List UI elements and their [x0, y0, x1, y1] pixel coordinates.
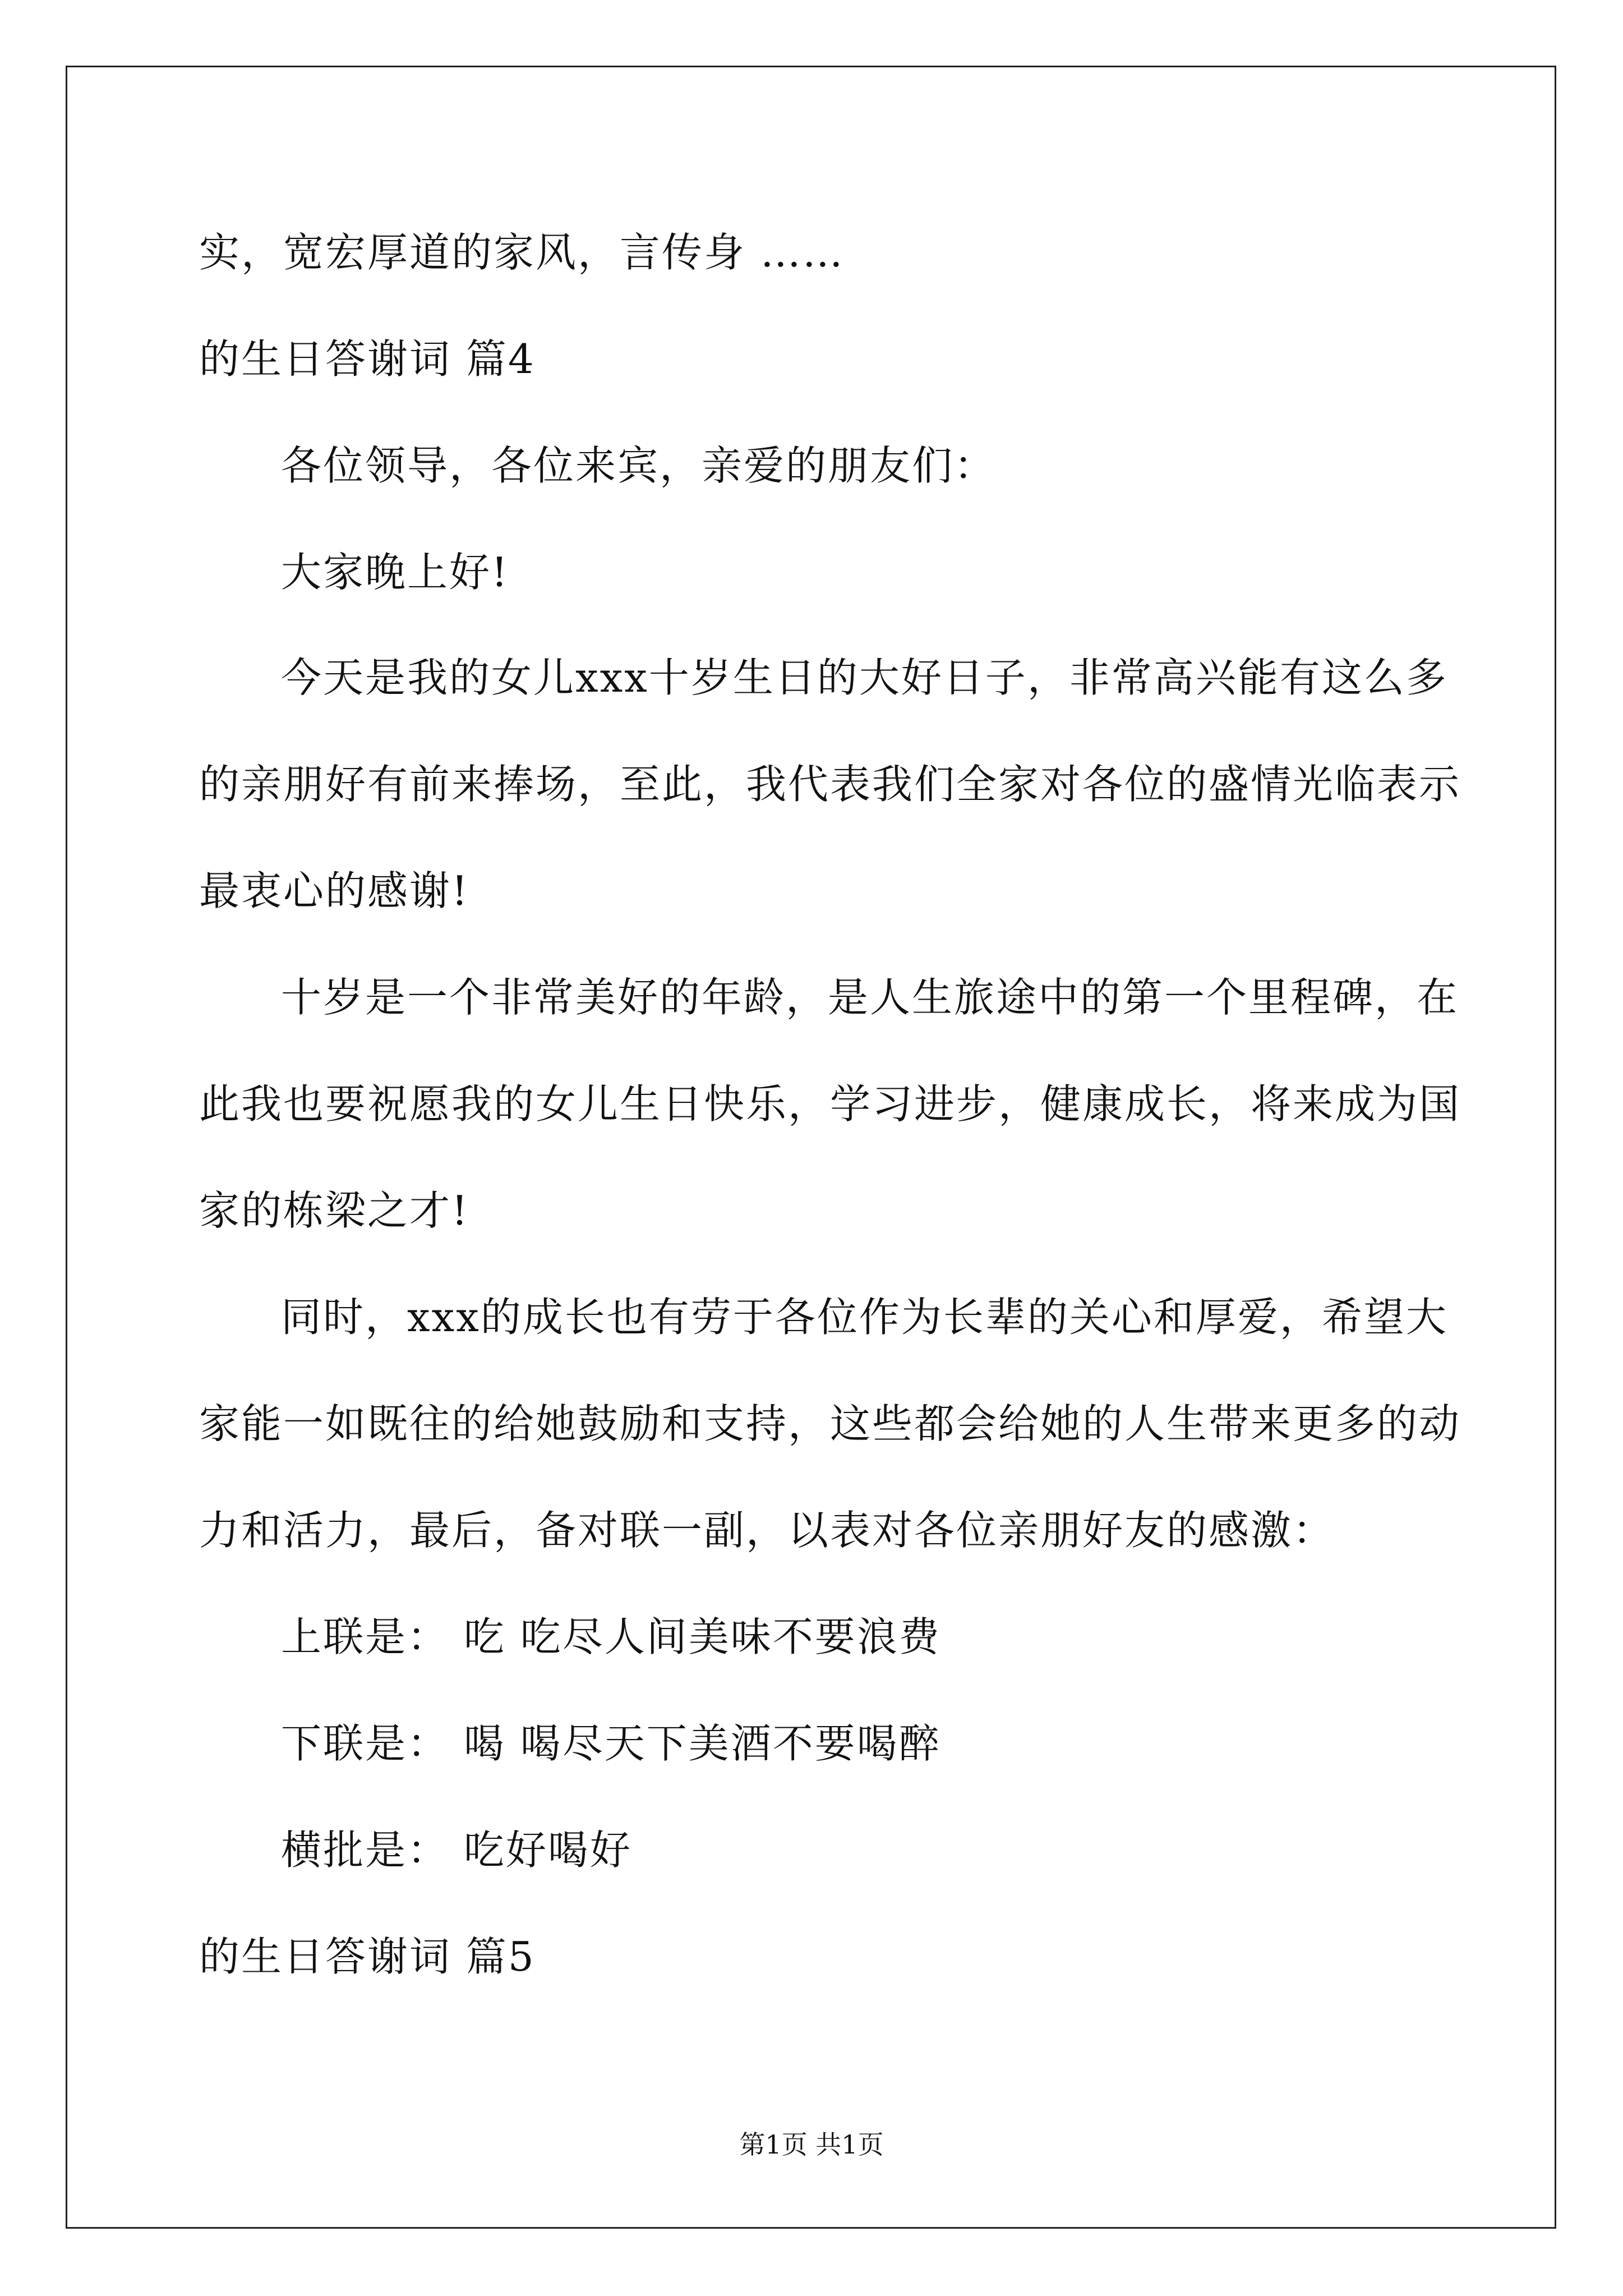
section-heading: 的生日答谢词 篇5 — [199, 1933, 536, 1980]
couplet-upper: 上联是： 吃 吃尽人间美味不要浪费 — [281, 1613, 941, 1660]
paragraph-line: 此我也要祝愿我的女儿生日快乐，学习进步，健康成长，将来成为国 — [199, 1080, 1461, 1128]
text-line: 实，宽宏厚道的家风，言传身 …… — [199, 229, 845, 276]
paragraph-line: 最衷心的感谢! — [199, 867, 469, 914]
paragraph-line: 家能一如既往的给她鼓励和支持，这些都会给她的人生带来更多的动 — [199, 1400, 1461, 1447]
salutation: 各位领导，各位来宾，亲爱的朋友们： — [281, 442, 997, 489]
paragraph-line: 十岁是一个非常美好的年龄，是人生旅途中的第一个里程碑，在 — [281, 974, 1459, 1021]
paragraph-line: 家的栋梁之才! — [199, 1187, 469, 1234]
paragraph-line: 今天是我的女儿xxx十岁生日的大好日子，非常高兴能有这么多 — [281, 654, 1448, 701]
paragraph-line: 力和活力，最后，备对联一副，以表对各位亲朋好友的感激： — [199, 1507, 1335, 1554]
page-border — [66, 66, 1556, 2229]
couplet-horizontal: 横批是： 吃好喝好 — [281, 1826, 632, 1874]
paragraph-line: 的亲朋好有前来捧场，至此，我代表我们全家对各位的盛情光临表示 — [199, 761, 1461, 808]
greeting: 大家晚上好! — [281, 549, 509, 596]
couplet-lower: 下联是： 喝 喝尽天下美酒不要喝醉 — [281, 1720, 941, 1767]
page-footer: 第1页 共1页 — [739, 2129, 884, 2160]
paragraph-line: 同时，xxx的成长也有劳于各位作为长辈的关心和厚爱，希望大 — [281, 1294, 1448, 1341]
section-heading: 的生日答谢词 篇4 — [199, 335, 536, 383]
